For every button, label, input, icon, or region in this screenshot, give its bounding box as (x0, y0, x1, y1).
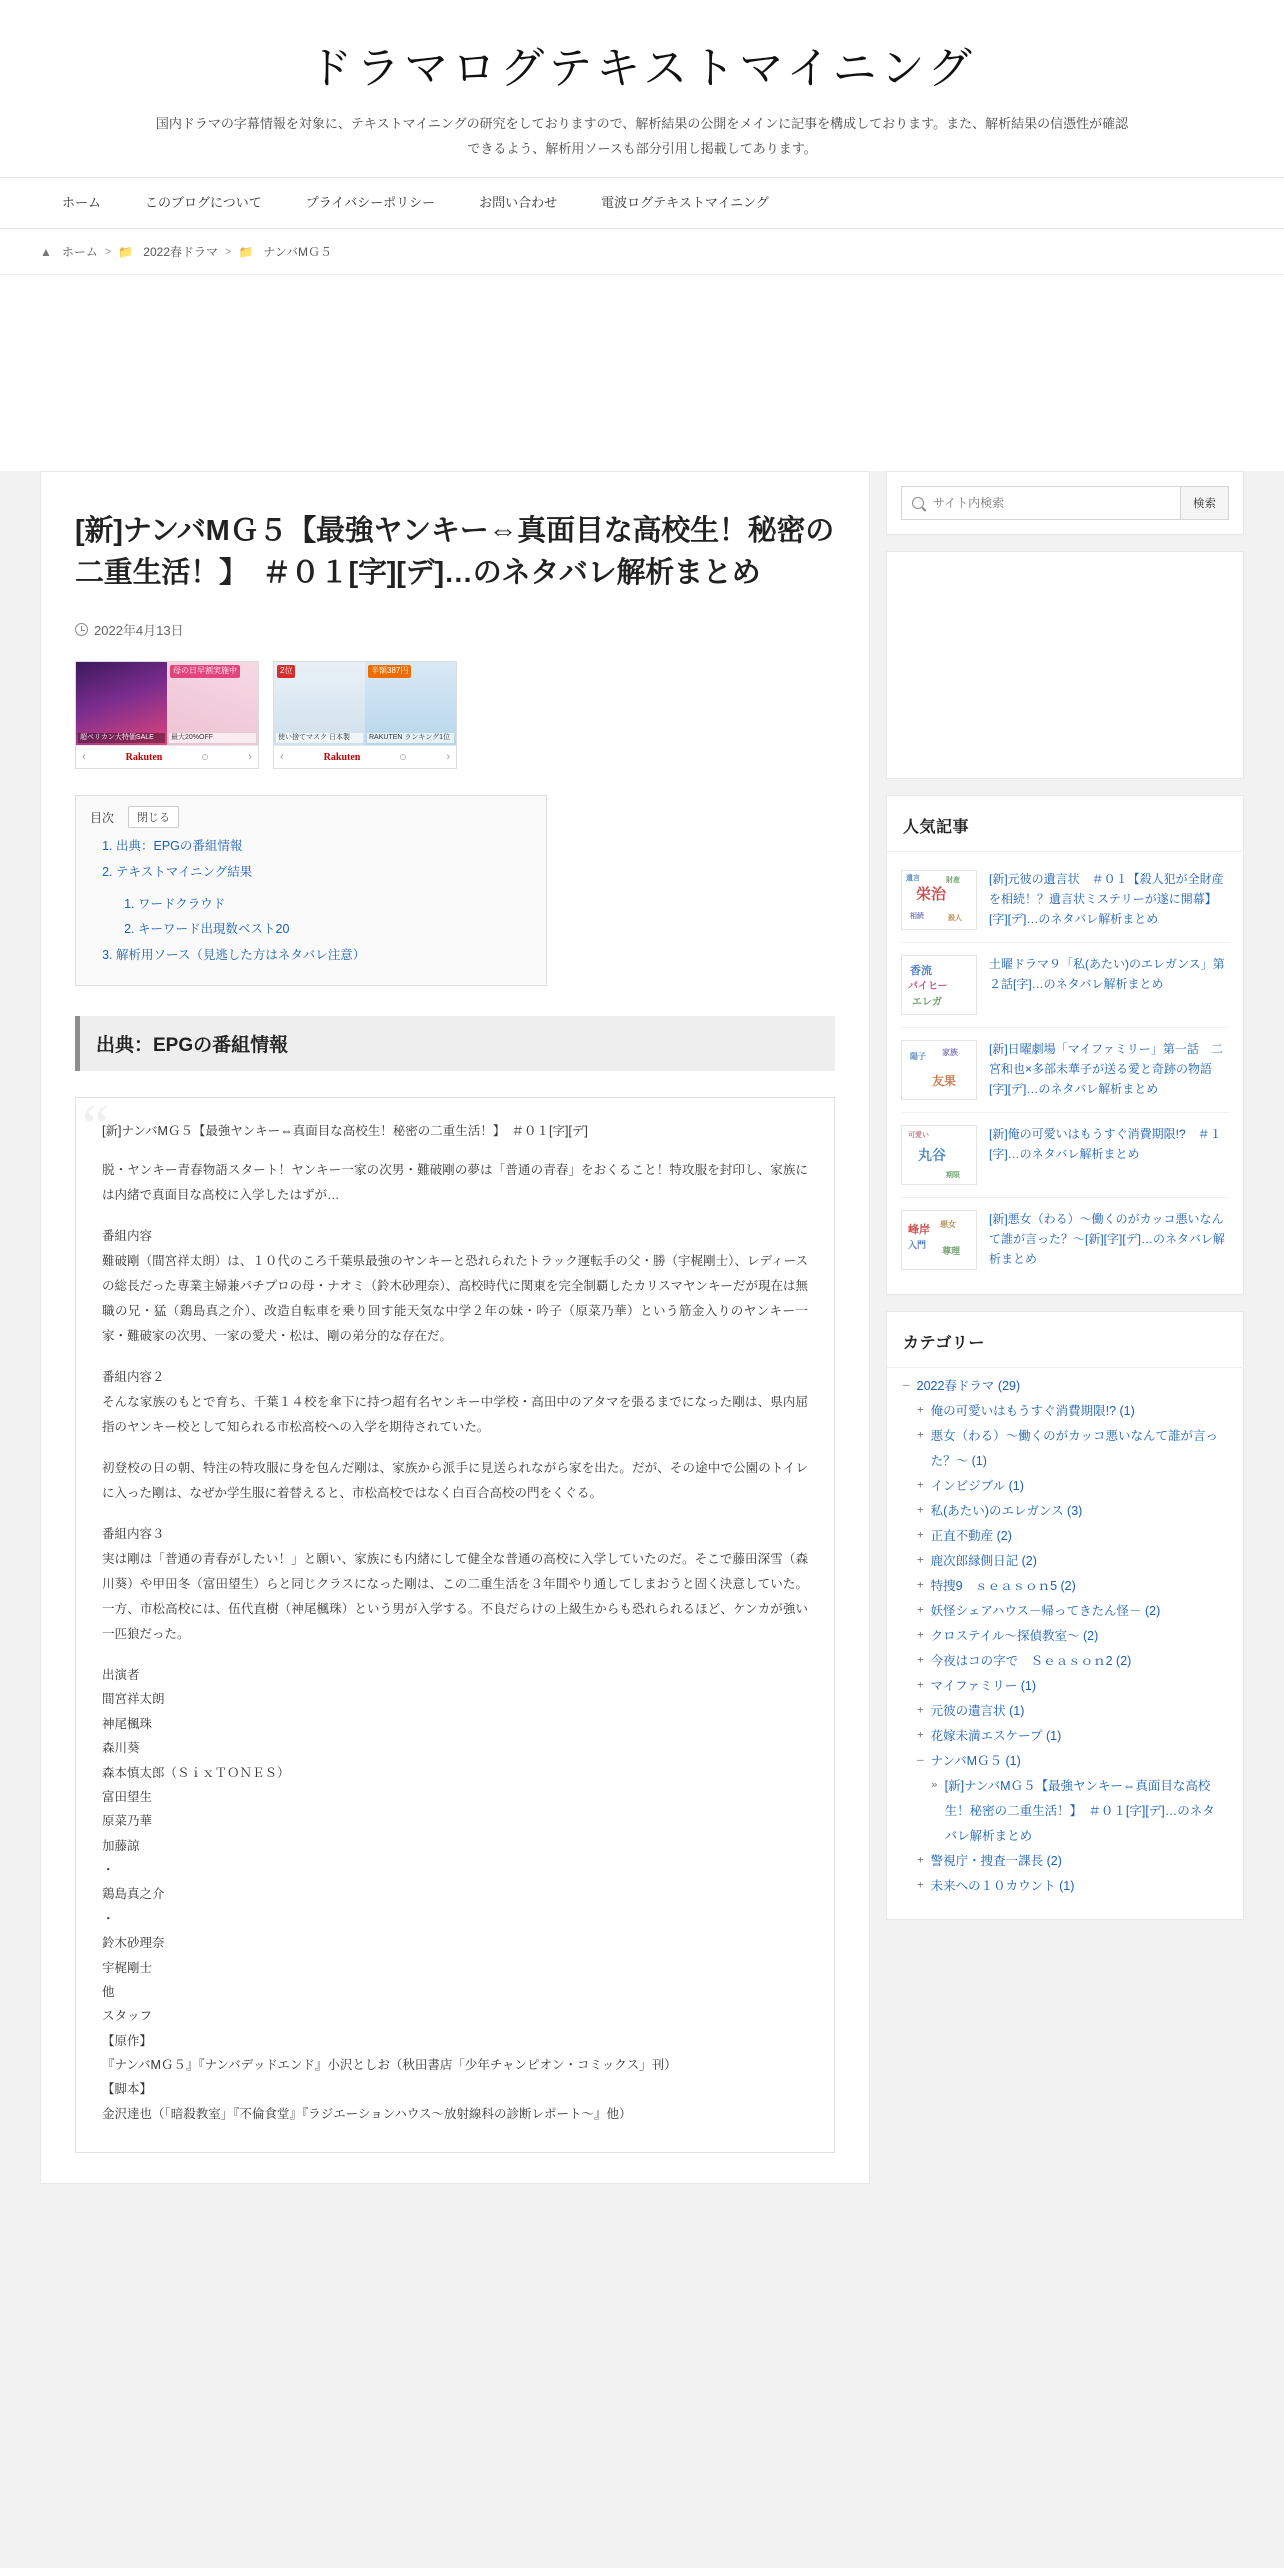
toc-subitem[interactable] (138, 917, 532, 943)
category-label[interactable]: 悪女（わる）～働くのがカッコ悪いなんて誰が言った？～ (1) (930, 1429, 1219, 1469)
ad-dots-2[interactable] (400, 754, 406, 760)
article-content (40, 471, 870, 2184)
page-title: [新]ナンバМＧ５【最強ヤンキー⇔真面目な高校生！秘密の二重生活！】 ＃０１[字][デ]…のネタバレ解析まとめ (75, 515, 835, 590)
popular-posts-title: 人気記事 (887, 796, 1243, 852)
category-label[interactable]: 鹿次郎縁側日記 (2) (930, 1554, 1037, 1569)
toc-link-2[interactable]: テキストマイニング結果 (116, 865, 253, 880)
thumb-word-deco: 香流 (910, 965, 932, 978)
cast-member: 神尾楓珠 (102, 1716, 153, 1731)
category-label[interactable]: 私(あたい)のエレガンス (3) (930, 1504, 1083, 1519)
tree-mark: + (917, 1678, 924, 1692)
ad-next-button-2[interactable]: › (446, 751, 450, 764)
thumb-word-deco: 悪女 (940, 1220, 956, 1230)
thumb-word-deco: 遺言 (906, 875, 920, 883)
tree-mark: + (917, 1653, 924, 1667)
thumb-word-deco: 尊理 (942, 1246, 961, 1257)
tree-mark: + (917, 1503, 924, 1517)
post-date-text: 2022年4月13日 (94, 623, 184, 639)
tree-mark: + (917, 1403, 924, 1417)
ad-image-right-2 (365, 662, 456, 744)
folder-icon-2: 📁 (238, 244, 254, 259)
cast-separator: ・ (102, 1863, 115, 1878)
breadcrumb-separator-1: > (104, 245, 112, 258)
thumb-word-deco: 家族 (942, 1048, 958, 1058)
category-row[interactable] (903, 1374, 1227, 1399)
staff-line: 『ナンバМＧ５』『ナンバデッドエンド』小沢としお（秋田書店「少年チャンピオン・コミックス」刊） (102, 2058, 677, 2073)
ad-badge-left-2: 2位 (277, 665, 295, 677)
post-date (75, 620, 835, 639)
category-label[interactable]: ナンバМＧ５ (1) (930, 1754, 1021, 1769)
category-label[interactable]: 2022春ドラマ (29) (916, 1379, 1021, 1394)
category-row[interactable] (903, 1849, 1227, 1874)
cast-member: 宇梶剛士 (102, 1960, 153, 1975)
tree-mark: + (917, 1728, 924, 1742)
category-row[interactable] (903, 1574, 1227, 1599)
quote-lead: 脱・ヤンキー青春物語スタート！ヤンキー一家の次男・難破剛の夢は「普通の青春」をおくること！特攻服を封印し、家族には内緒で真面目な高校に入学したはずが… (102, 1163, 808, 1203)
category-label[interactable]: クロステイル～探偵教室～ (2) (930, 1629, 1099, 1644)
tree-mark: + (917, 1628, 924, 1642)
category-row[interactable] (903, 1874, 1227, 1899)
toc-header (90, 806, 532, 828)
category-label[interactable]: 花嫁未満エスケープ (1) (930, 1729, 1062, 1744)
nav-item-privacy[interactable]: プライバシーポリシー (305, 195, 436, 211)
ad-brand-label: Rakuten (125, 751, 163, 763)
category-label[interactable]: 元彼の遺言状 (1) (930, 1704, 1025, 1719)
ad-image-left-2 (274, 662, 365, 744)
tree-mark: + (917, 1578, 924, 1592)
thumb-word-deco: 期限 (946, 1172, 960, 1180)
nav-item-home[interactable]: ホーム (62, 195, 102, 211)
site-description: 国内ドラマの字幕情報を対象に、テキストマイニングの研究をしておりますので、解析結果の公開をメインに記事を構成しております。また、解析結果の信憑性が確認できるよう、解析用ソースも部分引用し掲載してあります。 (155, 116, 1129, 156)
tree-mark: + (917, 1703, 924, 1717)
rakuten-ad-row (75, 661, 835, 769)
staff-line: 【脚本】 (102, 2082, 153, 2097)
ad-card-2-images (274, 662, 456, 744)
thumb-word-deco: 入門 (908, 1240, 927, 1251)
thumb-word: 丸谷 (918, 1147, 946, 1164)
category-label[interactable]: [新]ナンバМＧ５【最強ヤンキー⇔真面目な高校生！秘密の二重生活！】 ＃０１[字][デ]…のネタバレ解析まとめ (944, 1779, 1215, 1844)
ad-badge-right: 母の日早割実施中 (170, 665, 240, 677)
ad-image-left (76, 662, 167, 744)
category-label[interactable]: 警視庁・捜査一課長 (2) (930, 1854, 1062, 1869)
top-ad-slot (0, 275, 1284, 471)
wordcloud-thumbnail (901, 1040, 977, 1100)
list-item-title: [新]元彼の遺言状 ＃０１【殺人犯が全財産を相続！？遺言状ミステリーが遂に開幕】[字][デ]…のネタバレ解析まとめ (989, 872, 1224, 926)
cast-member: 間宮祥太朗 (102, 1692, 165, 1707)
ad-next-button[interactable]: › (248, 751, 252, 764)
tree-mark: + (917, 1853, 924, 1867)
ad-badge-right-2: 半額387円 (368, 665, 411, 677)
breadcrumb-category[interactable]: 2022春ドラマ (143, 245, 218, 260)
category-row[interactable] (903, 1549, 1227, 1574)
category-label[interactable]: マイファミリー (1) (930, 1679, 1037, 1694)
tree-mark: + (917, 1428, 924, 1442)
thumb-word-deco: エレガ (912, 997, 942, 1009)
tree-mark: + (917, 1478, 924, 1492)
category-row[interactable] (903, 1724, 1227, 1749)
cast-label: 出演者 (102, 1668, 140, 1683)
folder-icon: 📁 (118, 244, 134, 259)
breadcrumb (0, 229, 1284, 275)
home-icon: ▲ (40, 244, 52, 259)
categories-title: カテゴリー (887, 1312, 1243, 1368)
tree-mark: — (903, 1378, 910, 1392)
category-row[interactable] (903, 1749, 1227, 1774)
cast-member: 加藤諒 (102, 1838, 140, 1853)
nav-item-contact[interactable]: お問い合わせ (479, 195, 558, 211)
thumb-word-deco: 相続 (910, 913, 924, 921)
clock-icon (75, 623, 88, 636)
tree-mark: » (931, 1778, 938, 1792)
cast-member: 鈴木砂理奈 (102, 1936, 165, 1951)
category-label[interactable]: 今夜はコの字で Ｓｅａｓｏｎ2 (2) (930, 1654, 1132, 1669)
ad-card-2[interactable] (273, 661, 457, 769)
category-row[interactable] (903, 1699, 1227, 1724)
ad-caption-right-2: RAKUTEN ランキング1位 (367, 733, 454, 743)
category-row-current[interactable] (903, 1774, 1227, 1849)
toc-item[interactable] (116, 860, 532, 943)
quote-block-label-2: 番組内容２ (102, 1370, 165, 1385)
category-label[interactable]: 特捜9 ｓｅａｓｏｎ5 (2) (930, 1579, 1076, 1594)
quote-block-label-1: 番組内容 (102, 1229, 153, 1244)
search-input[interactable] (931, 495, 1170, 511)
category-row[interactable] (903, 1399, 1227, 1424)
toc-item[interactable] (116, 834, 532, 860)
wordcloud-thumbnail (901, 1125, 977, 1185)
category-label[interactable]: 妖怪シェアハウス－帰ってきたん怪－ (2) (930, 1604, 1161, 1619)
quote-block-text-3: 初登校の日の朝、特注の特攻服に身を包んだ剛は、家族から派手に見送られながら家を出た。だが、その途中で公園のトイレに入った剛は、なぜか学生服に着替えると、市松高校ではなく白百合高校の門をくぐる。 (102, 1461, 808, 1501)
list-item[interactable] (901, 943, 1229, 1028)
category-label[interactable]: 未来への１０カウント (1) (930, 1879, 1075, 1894)
thumb-word-deco: 陽子 (910, 1052, 926, 1062)
list-item[interactable] (901, 1028, 1229, 1113)
quote-block-label-4: 番組内容３ (102, 1527, 165, 1542)
section-heading-epg: 出典：EPGの番組情報 (75, 1016, 835, 1071)
thumb-word-deco: 友果 (932, 1074, 957, 1089)
popular-posts-widget (886, 795, 1244, 1295)
category-row[interactable] (903, 1674, 1227, 1699)
ad-card-1-images (76, 662, 258, 744)
cast-member: 森川葵 (102, 1741, 140, 1756)
site-logo-text: ドラマログテキストマイニング (308, 43, 976, 94)
search-icon (912, 497, 924, 509)
search-button[interactable]: 検索 (1181, 486, 1229, 520)
toc-link-2-2[interactable]: キーワード出現数ベスト20 (138, 922, 290, 937)
ad-dots[interactable] (202, 754, 208, 760)
tree-mark: + (917, 1878, 924, 1892)
cast-separator: ・ (102, 1911, 115, 1926)
nav-item-about[interactable]: このブログについて (145, 195, 262, 211)
ad-image-right (167, 662, 258, 744)
thumb-word-deco: 可愛い (908, 1132, 929, 1140)
main-navigation (0, 177, 1284, 229)
tree-mark: + (917, 1603, 924, 1617)
breadcrumb-current: ナンバМＧ５ (263, 245, 332, 260)
ad-caption-right: 最大20%OFF (169, 733, 256, 743)
categories-list (887, 1368, 1243, 1919)
quote-block-text-4: 実は剛は「普通の青春がしたい！」と願い、家族にも内緒にして健全な普通の高校に入学していたのだ。そこで藤田深雪（森川葵）や甲田冬（富田望生）らと同じクラスになった剛は、この二重生活を３年間やり通してしまおうと固く決意していた。一方、市松高校には、伍代直樹（神尾楓珠）という男が入学する。不良だらけの上級生からも恐れられるほど、ケンカが強い一匹狼だった。 (102, 1552, 808, 1642)
thumb-word-deco: 財産 (946, 877, 960, 885)
category-row[interactable] (903, 1474, 1227, 1499)
cast-member: 鶏島真之介 (102, 1887, 165, 1902)
breadcrumb-home[interactable]: ホーム (61, 245, 98, 260)
ad-card-1-controls (76, 745, 258, 769)
toc-title: 目次 (90, 810, 115, 825)
thumb-word-deco: パイヒー (908, 981, 948, 993)
list-item-title: 土曜ドラマ９「私(あたい)のエレガンス」第２話[字]…のネタバレ解析まとめ (989, 957, 1225, 992)
category-label[interactable]: 俺の可愛いはもうすぐ消費期限!? (1) (930, 1404, 1135, 1419)
site-logo[interactable] (0, 18, 1284, 102)
thumb-word-deco: 峰岸 (908, 1224, 930, 1237)
sidebar-ad-slot (886, 551, 1244, 779)
thumb-word-deco: 殺人 (948, 915, 962, 923)
thumb-word: 栄治 (916, 886, 947, 904)
search-input-wrap[interactable] (901, 486, 1181, 520)
list-item[interactable] (901, 858, 1229, 943)
category-row[interactable] (903, 1649, 1227, 1674)
quote-block-text-2: そんな家族のもとで育ち、千葉１４校を傘下に持つ超有名ヤンキー中学校・高田中のアタマを張るまでになった剛は、県内屈指のヤンキー校として知られる市松高校への入学を期待されていた。 (102, 1395, 808, 1435)
cast-member: 富田望生 (102, 1789, 153, 1804)
categories-widget (886, 1311, 1244, 1920)
ad-prev-button[interactable]: ‹ (82, 751, 86, 764)
wordcloud-thumbnail (901, 1210, 977, 1270)
toc-toggle-button[interactable]: 閉じる (128, 806, 179, 828)
staff-line: 【原作】 (102, 2033, 153, 2048)
staff-label: スタッフ (102, 2009, 153, 2024)
table-of-contents (75, 795, 547, 985)
staff-line: 金沢達也（「暗殺教室」『不倫食堂』『ラジエーションハウス～放射線科の診断レポート～』他） (102, 2106, 632, 2121)
tree-mark: + (917, 1528, 924, 1542)
quote-block-text-1: 難破剛（間宮祥太朗）は、１０代のころ千葉県最強のヤンキーと恐れられたトラック運転手の父・勝（宇梶剛士）、レディースの総長だった専業主婦兼パチプロの母・ナオミ（鈴木砂理奈）、高校時代に関東を完全制覇したカリスマヤンキーだが現在は無職の兄・猛（鶏島真之介）、改造自転車を乗り回す能天気な中学２年の妹・吟子（原菜乃華）という筋金入りのヤンキー一家・難破家の次男、一家の愛犬・松は、剛の弟分的な存在だ。 (102, 1254, 808, 1344)
popular-posts-list (887, 852, 1243, 1294)
toc-item[interactable] (116, 943, 532, 969)
ad-card-2-controls (274, 745, 456, 769)
nav-item-denpalog[interactable]: 電波ログテキストマイニング (601, 195, 769, 211)
breadcrumb-separator-2: > (225, 245, 232, 258)
category-row[interactable] (903, 1624, 1227, 1649)
page-layout (0, 471, 1284, 2214)
list-item-title: [新]俺の可愛いはもうすぐ消費期限!? ＃１[字]…のネタバレ解析まとめ (989, 1127, 1222, 1162)
tree-mark: + (917, 1553, 924, 1567)
ad-prev-button-2[interactable]: ‹ (280, 751, 284, 764)
toc-link-3[interactable]: 解析用ソース（見逃した方はネタバレ注意） (116, 947, 366, 962)
search-row (887, 472, 1243, 534)
ad-card-1[interactable] (75, 661, 259, 769)
category-row[interactable] (903, 1524, 1227, 1549)
ad-brand-label-2: Rakuten (323, 751, 361, 763)
wordcloud-thumbnail (901, 870, 977, 930)
quote-title: “ [新]ナンバМＧ５【最強ヤンキー⇔真面目な高校生！秘密の二重生活！】 ＃０１[字][デ] (102, 1123, 588, 1138)
list-item[interactable] (901, 1113, 1229, 1198)
list-item-title: [新]日曜劇場「マイファミリー」第一話 二宮和也×多部未華子が送る愛と奇跡の物語[字][デ]…のネタバレ解析まとめ (989, 1042, 1223, 1096)
list-item-title: [新]悪女（わる）～働くのがカッコ悪いなんて誰が言った？～[新][字][デ]…のネタバレ解析まとめ (989, 1212, 1225, 1266)
list-item[interactable] (901, 1198, 1229, 1282)
site-header (0, 0, 1284, 229)
ad-caption-left: 超ペリカン大特価SALE (78, 733, 165, 743)
search-widget (886, 471, 1244, 535)
category-row[interactable] (903, 1499, 1227, 1524)
toc-sublist (116, 892, 532, 943)
category-row[interactable] (903, 1599, 1227, 1624)
toc-list (90, 834, 532, 968)
category-label[interactable]: 正直不動産 (2) (930, 1529, 1012, 1544)
cast-member: 原菜乃華 (102, 1814, 153, 1829)
toc-link-1[interactable]: 出典：EPGの番組情報 (116, 839, 243, 854)
tree-mark: — (917, 1753, 924, 1767)
toc-link-2-1[interactable]: ワードクラウド (138, 896, 226, 911)
cast-member: 森本慎太郎（ＳｉｘＴＯＮＥＳ） (102, 1765, 290, 1780)
toc-subitem[interactable] (138, 892, 532, 918)
epg-quote-block (75, 1097, 835, 2154)
cast-member: 他 (102, 1984, 115, 1999)
sidebar (886, 471, 1244, 1936)
ad-caption-left-2: 使い捨てマスク 日本製 (276, 733, 363, 743)
category-row[interactable] (903, 1424, 1227, 1474)
wordcloud-thumbnail (901, 955, 977, 1015)
category-label[interactable]: インビジブル (1) (930, 1479, 1024, 1494)
